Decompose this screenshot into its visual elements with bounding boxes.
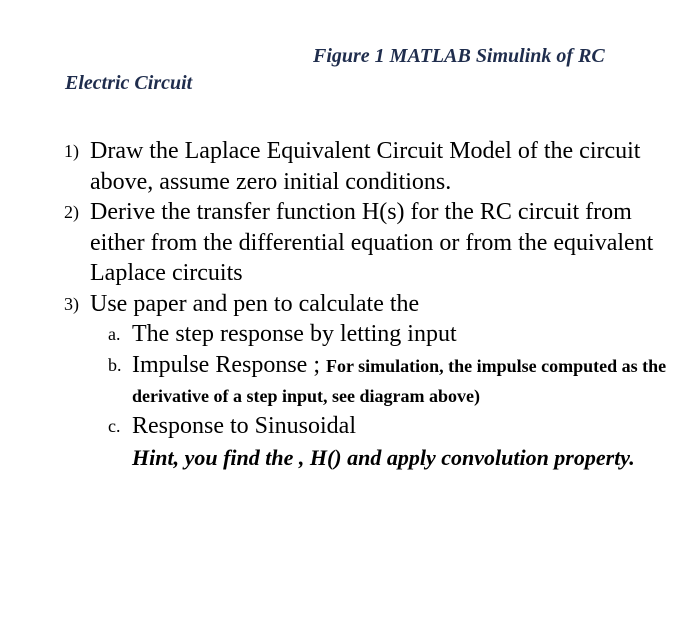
sub-question-text: Impulse Response ; <box>132 351 320 378</box>
sub-question-text: The step response by letting input <box>132 321 457 347</box>
question-text: Derive the transfer function H(s) for the RC circuit from either from the differential equation or from the equivalent Laplace circuits <box>90 199 654 286</box>
question-1 <box>64 136 684 197</box>
sub-question-a <box>64 319 684 350</box>
question-number: 1) <box>64 141 79 161</box>
sub-question-b <box>64 350 684 411</box>
sub-question-letter: c. <box>108 415 121 436</box>
question-text: Draw the Laplace Equivalent Circuit Model of the circuit above, assume zero initial conditions. <box>90 138 641 195</box>
question-3 <box>64 289 684 320</box>
sub-question-text: Response to Sinusoidal <box>132 412 357 439</box>
sub-question-c <box>64 411 684 475</box>
sub-question-letter: b. <box>108 354 122 375</box>
figure-caption: Figure 1 MATLAB Simulink of RC <box>313 45 605 67</box>
question-list <box>64 136 684 474</box>
question-number: 3) <box>64 293 79 314</box>
question-number: 2) <box>64 202 79 222</box>
simulation-note: For simulation, the impulse computed as the derivative of a step input, see diagram above) <box>132 355 667 406</box>
question-2 <box>64 197 684 289</box>
figure-caption-continued: Electric Circuit <box>65 72 193 94</box>
sub-question-letter: a. <box>108 324 121 344</box>
hint-text: Hint, you find the , H() and apply convolution property. <box>132 445 635 470</box>
question-text: Use paper and pen to calculate the <box>90 290 420 317</box>
